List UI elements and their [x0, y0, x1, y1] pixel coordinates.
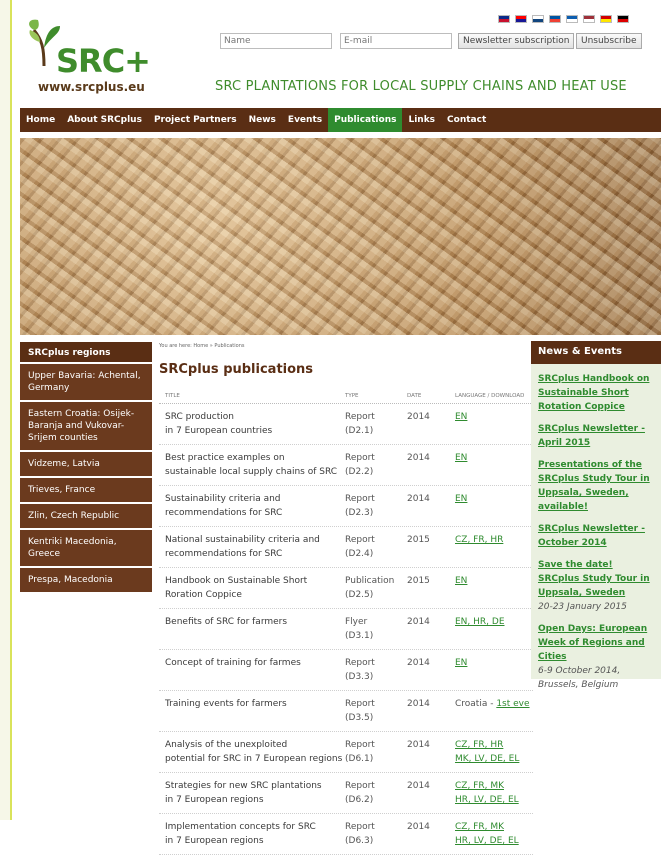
table-row: [159, 486, 533, 527]
flag-mk-icon[interactable]: [600, 15, 612, 23]
publication-date: 2014: [407, 453, 430, 463]
publication-date: 2014: [407, 781, 430, 791]
title-line: SRC production: [165, 412, 234, 422]
download-links: [455, 410, 533, 438]
unsubscribe-button[interactable]: Unsubscribe: [576, 33, 642, 49]
table-row: [159, 650, 533, 691]
type-line: (D6.1): [345, 754, 374, 764]
news-item: [531, 422, 661, 450]
download-links: [455, 738, 533, 766]
publication-title: [159, 615, 345, 643]
publication-type: [345, 615, 407, 643]
download-links: [455, 615, 533, 643]
title-line: in 7 European regions: [165, 836, 264, 846]
publication-title: [159, 451, 345, 479]
publication-title: [159, 738, 345, 766]
site-tagline: SRC PLANTATIONS FOR LOCAL SUPPLY CHAINS AND HEAT USE: [215, 79, 627, 94]
download-line: [455, 779, 533, 793]
type-line: Report: [345, 658, 375, 668]
download-links: [455, 492, 533, 520]
flag-hr-icon[interactable]: [515, 15, 527, 23]
type-line: Report: [345, 699, 375, 709]
download-link[interactable]: HR, LV, DE, EL: [455, 795, 519, 805]
type-line: Report: [345, 453, 375, 463]
download-link[interactable]: HR, LV, DE, EL: [455, 836, 519, 846]
nav-item-about-srcplus[interactable]: About SRCplus: [67, 115, 142, 125]
table-row: [159, 691, 533, 732]
publication-date: 2014: [407, 412, 430, 422]
table-row: [159, 609, 533, 650]
table-row: [159, 568, 533, 609]
download-link[interactable]: EN: [455, 658, 468, 668]
news-link[interactable]: Save the date! SRCplus Study Tour in Uppsala, Sweden: [538, 560, 650, 598]
type-line: Flyer: [345, 617, 368, 627]
publication-title: [159, 820, 345, 848]
publication-type: [345, 410, 407, 438]
download-link[interactable]: EN: [455, 453, 468, 463]
type-line: Publication: [345, 576, 395, 586]
title-line: sustainable local supply chains of SRC: [165, 467, 338, 477]
publication-date: 2014: [407, 699, 430, 709]
download-links: [455, 820, 533, 848]
publication-date: 2015: [407, 576, 430, 586]
download-line: [455, 656, 533, 670]
publication-date: 2014: [407, 617, 430, 627]
news-title: News & Events: [531, 341, 661, 364]
publication-title: [159, 410, 345, 438]
news-item: [531, 558, 661, 614]
nav-item-events[interactable]: Events: [287, 115, 323, 125]
language-prefix: Croatia -: [455, 699, 497, 709]
download-link[interactable]: 1st eve: [496, 699, 530, 709]
download-links: [455, 451, 533, 479]
type-line: Report: [345, 494, 375, 504]
type-line: (D3.3): [345, 672, 374, 682]
publication-type: [345, 533, 407, 561]
type-line: (D3.5): [345, 713, 374, 723]
publication-type: [345, 492, 407, 520]
col-date-header: DATE: [407, 393, 422, 399]
title-line: Strategies for new SRC plantations: [165, 781, 322, 791]
publication-type: [345, 779, 407, 807]
nav-item-contact[interactable]: Contact: [447, 115, 487, 125]
news-item: [531, 372, 661, 414]
site-logo[interactable]: [26, 18, 156, 98]
title-line: potential for SRC in 7 European regions: [165, 754, 343, 764]
table-row: [159, 404, 533, 445]
type-line: (D2.3): [345, 508, 374, 518]
download-links: [455, 533, 533, 561]
table-row: [159, 814, 533, 855]
download-link[interactable]: EN: [455, 412, 468, 422]
publication-title: [159, 697, 345, 725]
publication-type: [345, 738, 407, 766]
publication-date: 2015: [407, 535, 430, 545]
type-line: Report: [345, 535, 375, 545]
type-line: (D2.5): [345, 590, 374, 600]
download-link[interactable]: EN, HR, DE: [455, 617, 505, 627]
nav-item-news[interactable]: News: [248, 115, 276, 125]
publication-title: [159, 492, 345, 520]
title-line: National sustainability criteria and: [165, 535, 320, 545]
publications-table: [159, 388, 533, 855]
news-link[interactable]: Presentations of the SRCplus Study Tour in Uppsala, Sweden, available!: [538, 460, 650, 512]
sidebar-title: SRCplus regions: [20, 342, 152, 362]
title-line: Analysis of the unexploited: [165, 740, 288, 750]
download-line: [455, 574, 533, 588]
news-link[interactable]: SRCplus Newsletter - October 2014: [538, 524, 645, 548]
download-line: [455, 793, 533, 807]
publication-title: [159, 779, 345, 807]
news-link[interactable]: SRCplus Handbook on Sustainable Short Rotation Coppice: [538, 374, 650, 412]
download-link[interactable]: EN: [455, 576, 468, 586]
flag-de-icon[interactable]: [617, 15, 629, 23]
flag-cz-icon[interactable]: [532, 15, 544, 23]
title-line: Roration Coppice: [165, 590, 242, 600]
language-flags: [498, 15, 629, 23]
page-title: SRCplus publications: [159, 362, 314, 377]
title-line: Handbook on Sustainable Short: [165, 576, 308, 586]
flag-uk-icon[interactable]: [498, 15, 510, 23]
main-nav: [20, 108, 661, 132]
sidebar-item-region[interactable]: Vidzeme, Latvia: [20, 450, 152, 476]
publication-date: 2014: [407, 740, 430, 750]
download-line: [455, 738, 533, 752]
sidebar-item-region[interactable]: Trieves, France: [20, 476, 152, 502]
download-line: [455, 820, 533, 834]
download-link[interactable]: CZ, FR, HR: [455, 535, 504, 545]
flag-gr-icon[interactable]: [566, 15, 578, 23]
left-accent-bar: [0, 0, 12, 820]
download-links: [455, 574, 533, 602]
sidebar-item-region[interactable]: Prespa, Macedonia: [20, 566, 152, 592]
nav-item-links[interactable]: Links: [408, 115, 436, 125]
publication-type: [345, 451, 407, 479]
sidebar-item-region[interactable]: Upper Bavaria: Achental, Germany: [20, 362, 152, 400]
download-line: [455, 615, 533, 629]
sidebar-item-region[interactable]: Zlin, Czech Republic: [20, 502, 152, 528]
download-line: [455, 834, 533, 848]
flag-lv-icon[interactable]: [583, 15, 595, 23]
table-header: [159, 388, 533, 404]
title-line: recommendations for SRC: [165, 549, 283, 559]
publication-type: [345, 820, 407, 848]
table-row: [159, 527, 533, 568]
publication-date: 2014: [407, 822, 430, 832]
news-events-panel: [531, 341, 661, 690]
title-line: recommendations for SRC: [165, 508, 283, 518]
type-line: (D6.2): [345, 795, 374, 805]
download-link[interactable]: CZ, FR, MK: [455, 781, 504, 791]
table-row: [159, 732, 533, 773]
type-line: Report: [345, 740, 375, 750]
download-links: [455, 656, 533, 684]
type-line: Report: [345, 822, 375, 832]
publication-title: [159, 574, 345, 602]
download-line: [455, 451, 533, 465]
breadcrumb: You are here: Home » Publications: [159, 343, 245, 349]
news-link[interactable]: Open Days: European Week of Regions and Cities: [538, 624, 648, 662]
news-item: [531, 622, 661, 692]
title-line: Concept of training for farmes: [165, 658, 301, 668]
title-line: in 7 European countries: [165, 426, 273, 436]
download-line: [455, 492, 533, 506]
name-input[interactable]: Name: [220, 33, 332, 49]
col-language-header: LANGUAGE / DOWNLOAD: [455, 393, 525, 399]
publication-date: 2014: [407, 658, 430, 668]
title-line: Training events for farmers: [165, 699, 287, 709]
sidebar-item-region[interactable]: Kentriki Macedonia, Greece: [20, 528, 152, 566]
publication-type: [345, 656, 407, 684]
type-line: (D6.3): [345, 836, 374, 846]
sidebar-item-region[interactable]: Eastern Croatia: Osijek-Baranja and Vukovar-Srijem counties: [20, 400, 152, 450]
nav-item-publications[interactable]: Publications: [328, 108, 402, 132]
publication-title: [159, 533, 345, 561]
regions-sidebar: [20, 342, 152, 592]
wood-chips-banner-image: [20, 138, 661, 335]
type-line: Report: [345, 781, 375, 791]
logo-brand: SRC+: [56, 42, 150, 80]
download-links: [455, 697, 533, 725]
publication-title: [159, 656, 345, 684]
publication-type: [345, 697, 407, 725]
title-line: Implementation concepts for SRC: [165, 822, 316, 832]
newsletter-subscribe-button[interactable]: Newsletter subscription: [458, 33, 574, 49]
download-link[interactable]: EN: [455, 494, 468, 504]
title-line: in 7 European regions: [165, 795, 264, 805]
download-links: [455, 779, 533, 807]
nav-item-home[interactable]: Home: [26, 115, 56, 125]
table-row: [159, 773, 533, 814]
nav-item-project-partners[interactable]: Project Partners: [153, 115, 237, 125]
type-line: (D2.4): [345, 549, 374, 559]
title-line: Best practice examples on: [165, 453, 285, 463]
download-line: [455, 533, 533, 547]
news-link[interactable]: SRCplus Newsletter - April 2015: [538, 424, 645, 448]
type-line: (D2.2): [345, 467, 374, 477]
publication-date: 2014: [407, 494, 430, 504]
title-line: Sustainability criteria and: [165, 494, 281, 504]
table-row: [159, 445, 533, 486]
download-line: [455, 752, 533, 766]
download-line: [455, 410, 533, 424]
col-type-header: TYPE: [345, 393, 359, 399]
download-link[interactable]: MK, LV, DE, EL: [455, 754, 520, 764]
news-item: [531, 458, 661, 514]
news-item: [531, 522, 661, 550]
type-line: Report: [345, 412, 375, 422]
news-note: 20-23 January 2015: [538, 602, 627, 612]
type-line: (D2.1): [345, 426, 374, 436]
download-link[interactable]: CZ, FR, HR: [455, 740, 504, 750]
col-title-header: TITLE: [165, 393, 180, 399]
title-line: Benefits of SRC for farmers: [165, 617, 288, 627]
download-line: [455, 697, 533, 711]
news-note: 6-9 October 2014, Brussels, Belgium: [538, 666, 621, 690]
flag-fr-icon[interactable]: [549, 15, 561, 23]
type-line: (D3.1): [345, 631, 374, 641]
email-input[interactable]: E-mail: [340, 33, 452, 49]
download-link[interactable]: CZ, FR, MK: [455, 822, 504, 832]
logo-url: www.srcplus.eu: [38, 80, 145, 94]
publication-type: [345, 574, 407, 602]
